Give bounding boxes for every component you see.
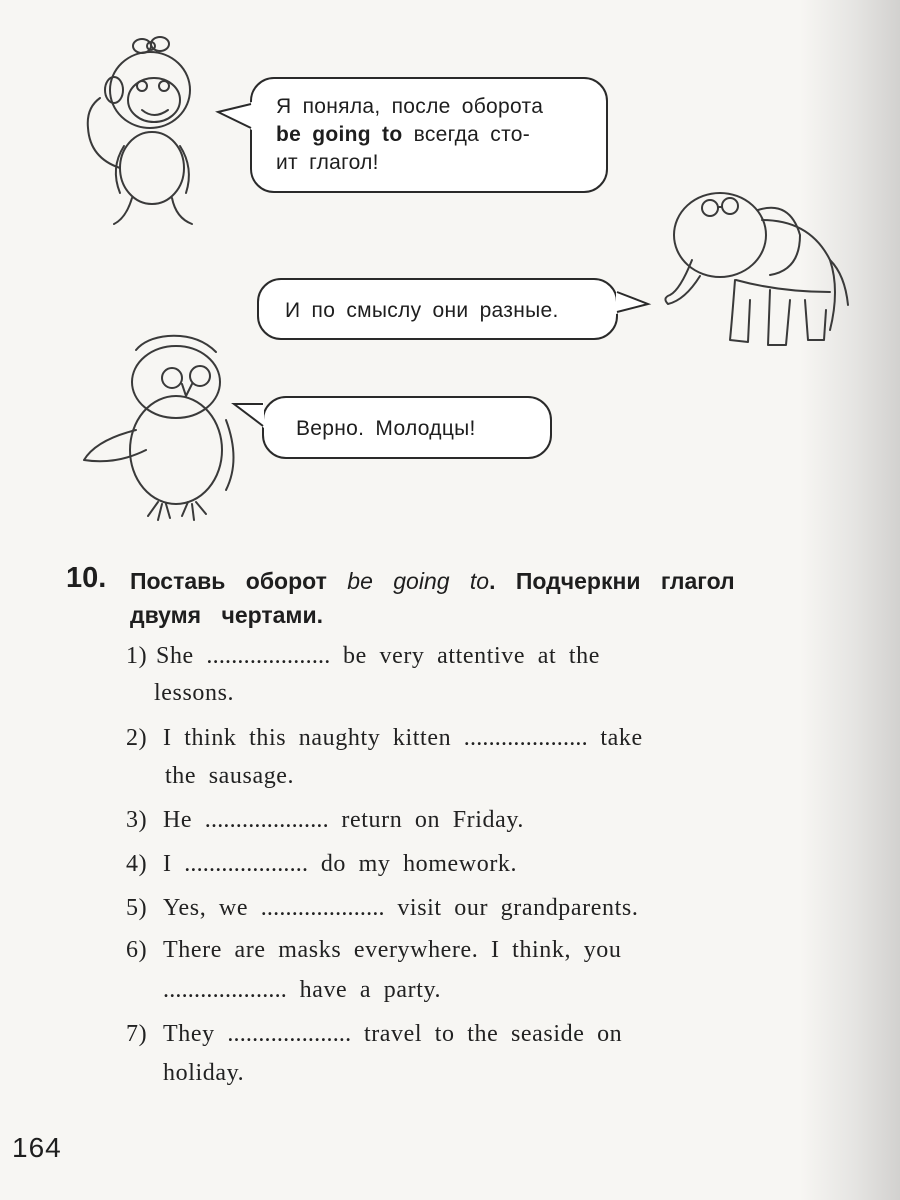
item-line-1	[163, 1016, 622, 1053]
text-after-blank: take	[600, 725, 643, 751]
task-instruction-part-1: Поставь оборот	[130, 568, 327, 594]
owl-bubble-tail	[234, 398, 266, 432]
item-number: 4)	[126, 851, 148, 877]
item-line-1	[156, 638, 600, 675]
elephant-speech-bubble	[257, 278, 618, 340]
item-number: 3)	[126, 807, 148, 833]
exercise-item	[0, 802, 800, 842]
monkey-line-2	[276, 121, 596, 149]
exercise-item	[0, 846, 800, 886]
text-after-blank: be very attentive at the	[343, 643, 600, 669]
item-number: 1)	[126, 643, 148, 669]
exercise-item	[0, 890, 800, 930]
item-line-1	[163, 720, 643, 757]
page-number: 164	[12, 1132, 62, 1163]
monkey-speech-bubble	[250, 77, 608, 193]
item-number: 6)	[126, 937, 148, 963]
text-before-blank: I think this naughty kitten	[163, 725, 452, 751]
task-instruction-line-2: двумя чертами.	[130, 602, 323, 628]
answer-blank[interactable]: ....................	[184, 851, 309, 877]
item-line-2: holiday.	[163, 1060, 245, 1086]
text-after-blank: have a party.	[299, 977, 442, 1003]
answer-blank[interactable]: ....................	[206, 643, 331, 669]
item-line-2: the sausage.	[165, 763, 295, 789]
owl-text: Верно. Молодцы!	[296, 417, 476, 440]
monkey-line-3: ит глагол!	[276, 151, 379, 174]
item-number: 7)	[126, 1021, 148, 1047]
exercise-item	[0, 932, 800, 1012]
text-before-blank: They	[163, 1021, 215, 1047]
text-before-blank: He	[163, 807, 193, 833]
answer-blank[interactable]: ....................	[463, 725, 588, 751]
elephant-text: И по смыслу они разные.	[285, 299, 559, 322]
item-line-2: lessons.	[154, 680, 235, 706]
monkey-bold-phrase: be going to	[276, 123, 403, 146]
text-before-blank: I	[163, 851, 172, 877]
elephant-illustration	[640, 180, 860, 360]
text-before-blank: She	[156, 643, 194, 669]
item-line-1	[163, 802, 524, 839]
item-line-1	[163, 890, 638, 927]
task-instruction-part-2: . Подчеркни глагол	[489, 568, 735, 594]
text-before-blank: Yes, we	[163, 895, 249, 921]
owl-speech-bubble	[262, 396, 552, 459]
item-number: 5)	[126, 895, 148, 921]
monkey-line-2-rest: всегда сто-	[413, 123, 531, 146]
text-after-blank: travel to the seaside on	[363, 1021, 623, 1047]
answer-blank[interactable]: ....................	[204, 807, 329, 833]
exercise-item	[0, 638, 800, 718]
answer-blank[interactable]: ....................	[260, 895, 385, 921]
item-line-2	[163, 972, 441, 1009]
answer-blank[interactable]: ....................	[227, 1021, 352, 1047]
monkey-line-1: Я поняла, после оборота	[276, 95, 544, 118]
monkey-bubble-tail	[218, 100, 254, 140]
answer-blank[interactable]: ....................	[163, 977, 287, 1003]
owl-illustration	[76, 330, 246, 530]
exercise-item	[0, 720, 800, 800]
task-instruction	[130, 564, 880, 632]
elephant-bubble-tail	[614, 286, 650, 322]
text-after-blank: visit our grandparents.	[397, 895, 639, 921]
item-line-1	[163, 846, 517, 883]
task-pattern: be going to	[347, 568, 490, 594]
exercise-item	[0, 1016, 800, 1096]
text-after-blank: do my homework.	[320, 851, 518, 877]
task-number: 10.	[66, 562, 107, 594]
item-number: 2)	[126, 725, 148, 751]
item-line-1: There are masks everywhere. I think, you	[163, 937, 622, 963]
text-after-blank: return on Friday.	[341, 807, 525, 833]
monkey-illustration	[80, 28, 220, 233]
